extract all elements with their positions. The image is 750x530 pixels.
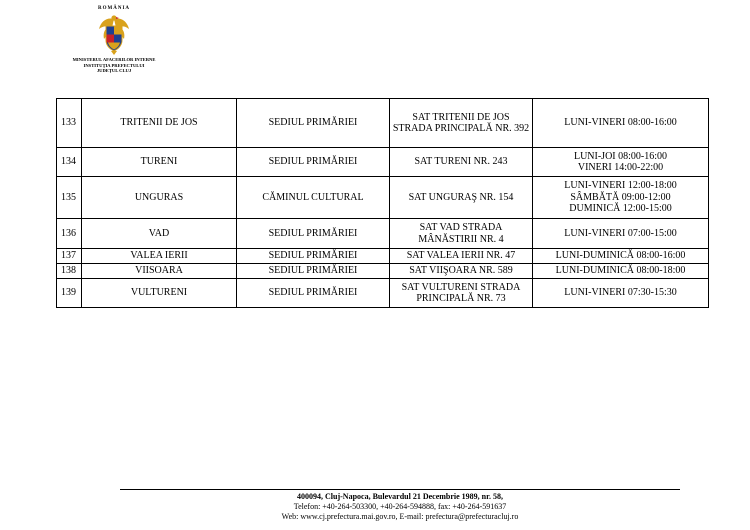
coat-of-arms-icon xyxy=(97,13,131,55)
table-row xyxy=(57,219,709,249)
ministry-name: MINISTERUL AFACERILOR INTERNE xyxy=(72,57,156,62)
schedule-cell: LUNI-JOI 08:00-16:00 VINERI 14:00-22:00 xyxy=(533,148,709,177)
schedule-cell: LUNI-DUMINICĂ 08:00-16:00 xyxy=(533,249,709,264)
row-number: 136 xyxy=(57,219,82,249)
footer xyxy=(120,492,680,522)
schedule-cell: LUNI-VINERI 12:00-18:00 SÂMBĂTĂ 09:00-12:00 DUMINICĂ 12:00-15:00 xyxy=(533,177,709,219)
table-row xyxy=(57,279,709,308)
institution-name: INSTITUŢIA PREFECTULUI xyxy=(83,62,145,68)
address-cell: SAT VIIŞOARA NR. 589 xyxy=(390,264,533,279)
location-cell: SEDIUL PRIMĂRIEI xyxy=(237,249,390,264)
table-row xyxy=(57,177,709,219)
locality-cell: VALEA IERII xyxy=(82,249,237,264)
table-row xyxy=(57,264,709,279)
row-number: 137 xyxy=(57,249,82,264)
address-cell: SAT TURENI NR. 243 xyxy=(390,148,533,177)
row-number: 134 xyxy=(57,148,82,177)
letterhead xyxy=(58,6,170,74)
schedule-cell: LUNI-DUMINICĂ 08:00-18:00 xyxy=(533,264,709,279)
address-cell: SAT UNGURAŞ NR. 154 xyxy=(390,177,533,219)
location-cell: SEDIUL PRIMĂRIEI xyxy=(237,148,390,177)
county-name: JUDEŢUL CLUJ xyxy=(96,68,132,73)
location-cell: CĂMINUL CULTURAL xyxy=(237,177,390,219)
address-cell: SAT VULTURENI STRADA PRINCIPALĂ NR. 73 xyxy=(390,279,533,308)
schedule-cell: LUNI-VINERI 07:00-15:00 xyxy=(533,219,709,249)
footer-divider xyxy=(120,489,680,490)
footer-phone: Telefon: +40-264-503300, +40-264-594888, fax: +40-264-591637 xyxy=(293,502,507,511)
location-cell: SEDIUL PRIMĂRIEI xyxy=(237,264,390,279)
row-number: 135 xyxy=(57,177,82,219)
country-name: ROMÂNIA xyxy=(98,6,130,11)
location-cell: SEDIUL PRIMĂRIEI xyxy=(237,219,390,249)
table-row xyxy=(57,249,709,264)
location-cell: SEDIUL PRIMĂRIEI xyxy=(237,99,390,148)
table-row xyxy=(57,99,709,148)
table-row xyxy=(57,148,709,177)
schedule-cell: LUNI-VINERI 08:00-16:00 xyxy=(533,99,709,148)
row-number: 139 xyxy=(57,279,82,308)
locality-cell: VIISOARA xyxy=(82,264,237,279)
address-cell: SAT VALEA IERII NR. 47 xyxy=(390,249,533,264)
row-number: 138 xyxy=(57,264,82,279)
locality-cell: VULTURENI xyxy=(82,279,237,308)
address-cell: SAT VAD STRADA MÂNĂSTIRII NR. 4 xyxy=(390,219,533,249)
location-cell: SEDIUL PRIMĂRIEI xyxy=(237,279,390,308)
address-cell: SAT TRITENII DE JOS STRADA PRINCIPALĂ NR. 392 xyxy=(390,99,533,148)
polling-sites-table xyxy=(56,98,709,308)
locality-cell: VAD xyxy=(82,219,237,249)
locality-cell: UNGURAS xyxy=(82,177,237,219)
schedule-cell: LUNI-VINERI 07:30-15:30 xyxy=(533,279,709,308)
row-number: 133 xyxy=(57,99,82,148)
footer-web: Web: www.cj.prefectura.mai.gov.ro, E-mail: prefectura@prefecturacluj.ro xyxy=(281,512,519,521)
locality-cell: TURENI xyxy=(82,148,237,177)
locality-cell: TRITENII DE JOS xyxy=(82,99,237,148)
footer-address: 400094, Cluj-Napoca, Bulevardul 21 Decembrie 1989, nr. 58, xyxy=(297,492,503,501)
